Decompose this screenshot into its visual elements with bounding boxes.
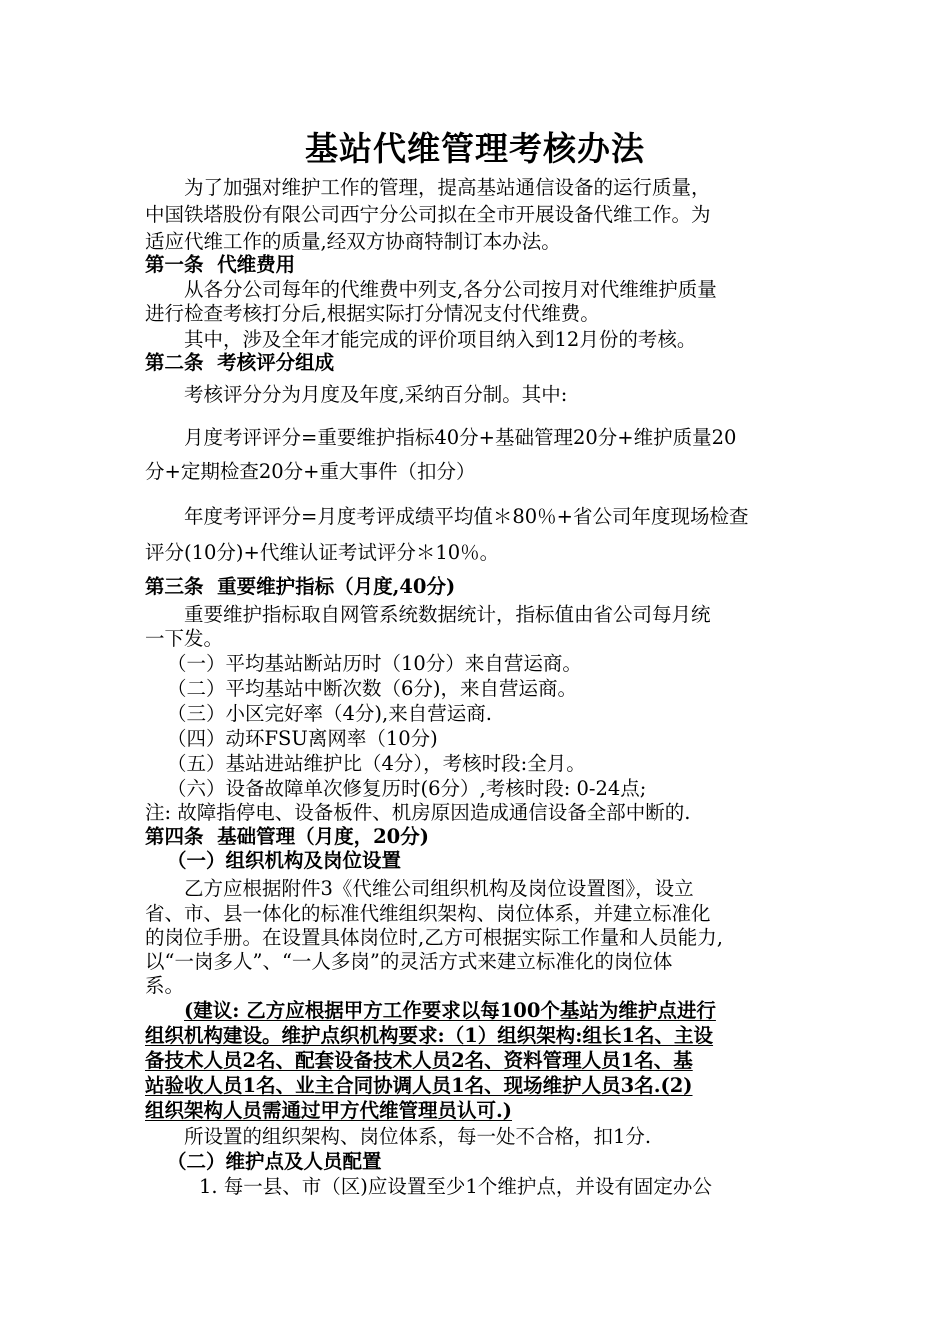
- list-item: （二）平均基站中断次数（6分)，来自营运商。: [167, 677, 578, 700]
- paragraph-line: 为了加强对维护工作的管理，提高基站通信设备的运行质量，: [184, 176, 711, 199]
- note-line: 注: 故障指停电、设备板件、机房原因造成通信设备全部中断的.: [145, 801, 691, 824]
- paragraph-line: 重要维护指标取自网管系统数据统计，指标值由省公司每月统: [184, 603, 711, 626]
- paragraph-line: 一下发。: [145, 627, 224, 650]
- paragraph-line: 所设置的组织架构、岗位体系，每一处不合格，扣1分.: [184, 1125, 652, 1148]
- list-item: （五）基站进站维护比（4分），考核时段:全月。: [167, 752, 586, 775]
- paragraph-line: 年度考评评分=月度考评成绩平均值＊80％+省公司年度现场检查: [184, 505, 749, 528]
- suggestion-line: (建议: 乙方应根据甲方工作要求以每100个基站为维护点进行: [184, 999, 716, 1022]
- article-heading: 第二条 考核评分组成: [145, 351, 335, 374]
- list-item: （三）小区完好率（4分),来自营运商.: [167, 702, 492, 725]
- list-item: （一）平均基站断站历时（10分）来自营运商。: [167, 652, 582, 675]
- article-heading: 第一条 代维费用: [145, 253, 296, 276]
- suggestion-line: 备技术人员2名、配套设备技术人员2名、资料管理人员1名、基: [145, 1049, 693, 1072]
- article-heading: 第三条 重要维护指标（月度,40分): [145, 575, 456, 598]
- paragraph-line: 中国铁塔股份有限公司西宁分公司拟在全市开展设备代维工作。为: [145, 203, 711, 226]
- list-item: （四）动环FSU离网率（10分): [167, 727, 438, 750]
- suggestion-line: 组织机构建设。维护点织机构要求:（1）组织架构:组长1名、主设: [145, 1024, 714, 1047]
- paragraph-line: 进行检查考核打分后,根据实际打分情况支付代维费。: [145, 302, 600, 325]
- list-item: （六）设备故障单次修复历时(6分）,考核时段: 0-24点;: [167, 777, 647, 800]
- document-title: 基站代维管理考核办法: [305, 129, 645, 168]
- paragraph-line: 适应代维工作的质量,经双方协商特制订本办法。: [145, 230, 561, 253]
- paragraph-line: 考核评分分为月度及年度,采纳百分制。其中:: [184, 383, 568, 406]
- suggestion-line: 组织架构人员需通过甲方代维管理员认可.): [145, 1099, 513, 1122]
- section-heading: （一）组织机构及岗位设置: [167, 849, 402, 872]
- paragraph-line: 其中，涉及全年才能完成的评价项目纳入到12月份的考核。: [184, 328, 697, 351]
- suggestion-line: 站验收人员1名、业主合同协调人员1名、现场维护人员3名.(2): [145, 1074, 693, 1097]
- paragraph-line: 系。: [145, 974, 185, 997]
- section-heading: （二）维护点及人员配置: [167, 1150, 382, 1173]
- paragraph-line: 省、市、县一体化的标准代维组织架构、岗位体系，并建立标准化: [145, 902, 711, 925]
- paragraph-line: 从各分公司每年的代维费中列支,各分公司按月对代维维护质量: [184, 278, 717, 301]
- paragraph-line: 乙方应根据附件3《代维公司组织机构及岗位设置图》，设立: [184, 877, 694, 900]
- paragraph-line: 评分(10分)+代维认证考试评分＊10％。: [145, 541, 500, 564]
- paragraph-line: 的岗位手册。在设置具体岗位时,乙方可根据实际工作量和人员能力,: [145, 926, 723, 949]
- paragraph-line: 以“一岗多人”、“一人多岗”的灵活方式来建立标准化的岗位体: [145, 950, 673, 973]
- article-heading: 第四条 基础管理（月度，20分): [145, 825, 429, 848]
- paragraph-line: 月度考评评分=重要维护指标40分+基础管理20分+维护质量20: [184, 426, 737, 449]
- list-item: 1. 每一县、市（区)应设置至少1个维护点，并设有固定办公: [199, 1175, 712, 1198]
- paragraph-line: 分+定期检查20分+重大事件（扣分）: [145, 460, 476, 483]
